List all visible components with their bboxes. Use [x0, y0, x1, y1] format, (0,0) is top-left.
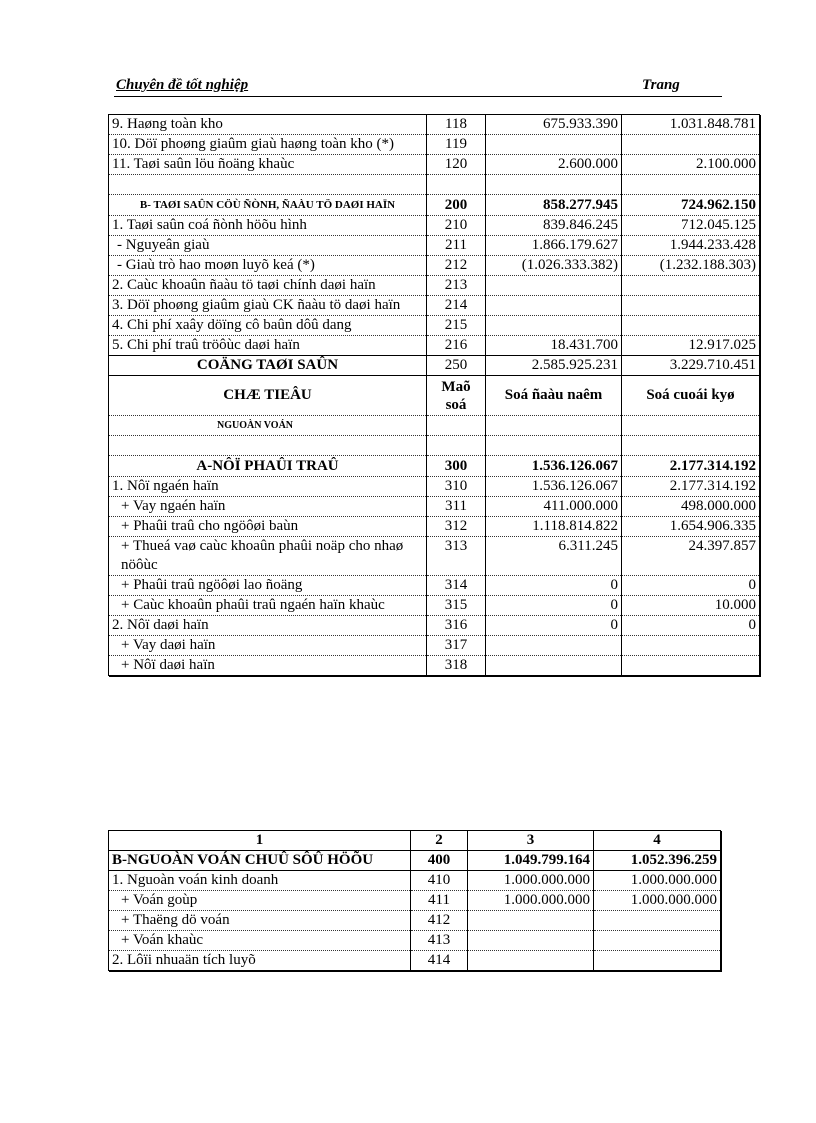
row-closing-value: 2.177.314.192	[622, 477, 760, 497]
row-code: 311	[427, 497, 486, 517]
row-opening-value: 1.118.814.822	[486, 517, 622, 537]
row-closing-value	[622, 636, 760, 656]
row-opening-value	[468, 931, 594, 951]
row-label: + Thaëng dö voán	[109, 911, 411, 931]
row-label: 4. Chi phí xaây döïng cô baûn dôû dang	[109, 316, 427, 336]
table-row-spacer	[109, 175, 760, 195]
row-closing-value	[594, 911, 721, 931]
table-row	[109, 537, 760, 576]
row-opening-value: 2.600.000	[486, 155, 622, 175]
row-closing-value	[594, 931, 721, 951]
row-closing-value: 24.397.857	[622, 537, 760, 576]
row-opening-value	[486, 296, 622, 316]
row-opening-value: 18.431.700	[486, 336, 622, 356]
row-opening-value: (1.026.333.382)	[486, 256, 622, 276]
row-code: 118	[427, 115, 486, 135]
row-label: + Phaûi traû ngöôøi lao ñoäng	[109, 576, 427, 596]
row-opening-value: 6.311.245	[486, 537, 622, 576]
row-closing-value: 2.100.000	[622, 155, 760, 175]
row-label: 2. Nôï daøi haïn	[109, 616, 427, 636]
row-code: 310	[427, 477, 486, 497]
row-opening-value: 1.049.799.164	[468, 851, 594, 871]
column-number-header-row	[109, 831, 721, 851]
row-code: 213	[427, 276, 486, 296]
table-row	[109, 236, 760, 256]
row-code: 210	[427, 216, 486, 236]
row-code: 120	[427, 155, 486, 175]
row-label: 1. Taøi saûn coá ñònh höõu hình	[109, 216, 427, 236]
table-row	[109, 216, 760, 236]
row-label: 2. Lôïi nhuaän tích luyõ	[109, 951, 411, 971]
row-label: + Voán goùp	[109, 891, 411, 911]
row-opening-value: 0	[486, 616, 622, 636]
row-label: NGUOÀN VOÁN	[109, 416, 427, 436]
row-opening-value	[486, 276, 622, 296]
table-row	[109, 596, 760, 616]
row-closing-value: 3.229.710.451	[622, 356, 760, 376]
row-code: 414	[411, 951, 468, 971]
row-closing-value	[622, 175, 760, 195]
row-closing-value: 10.000	[622, 596, 760, 616]
header-closing-balance: Soá cuoái kyø	[622, 376, 760, 416]
row-opening-value	[486, 436, 622, 456]
row-opening-value	[486, 135, 622, 155]
row-closing-value: 1.000.000.000	[594, 891, 721, 911]
row-opening-value	[468, 911, 594, 931]
row-label: COÄNG TAØI SAÛN	[109, 356, 427, 376]
row-code: 318	[427, 656, 486, 676]
header-col-3: 3	[468, 831, 594, 851]
row-code: 400	[411, 851, 468, 871]
row-code: 250	[427, 356, 486, 376]
table-row	[109, 636, 760, 656]
row-closing-value	[622, 436, 760, 456]
table-row	[109, 336, 760, 356]
table-row-section-heading	[109, 195, 760, 216]
table-row	[109, 135, 760, 155]
table-row	[109, 256, 760, 276]
row-closing-value	[622, 135, 760, 155]
row-closing-value	[622, 276, 760, 296]
row-code: 413	[411, 931, 468, 951]
row-opening-value: 0	[486, 596, 622, 616]
row-code: 212	[427, 256, 486, 276]
row-closing-value: 0	[622, 616, 760, 636]
header-col-1: 1	[109, 831, 411, 851]
table-row	[109, 616, 760, 636]
row-code	[427, 175, 486, 195]
table-row-spacer	[109, 436, 760, 456]
column-header-row	[109, 376, 760, 416]
header-indicator: CHÆ TIEÂU	[109, 376, 427, 416]
row-opening-value	[486, 175, 622, 195]
row-opening-value: 1.536.126.067	[486, 477, 622, 497]
row-code: 119	[427, 135, 486, 155]
row-closing-value	[622, 416, 760, 436]
row-label: + Vay daøi haïn	[109, 636, 427, 656]
row-opening-value: 411.000.000	[486, 497, 622, 517]
table-row	[109, 517, 760, 537]
row-code: 314	[427, 576, 486, 596]
row-label: A-NÔÏ PHAÛI TRAÛ	[109, 456, 427, 477]
row-label: + Voán khaùc	[109, 931, 411, 951]
row-opening-value: 1.536.126.067	[486, 456, 622, 477]
row-closing-value: 1.944.233.428	[622, 236, 760, 256]
row-code: 214	[427, 296, 486, 316]
header-col-4: 4	[594, 831, 721, 851]
row-opening-value: 675.933.390	[486, 115, 622, 135]
row-code: 411	[411, 891, 468, 911]
row-opening-value	[486, 656, 622, 676]
table-row	[109, 931, 721, 951]
row-code: 300	[427, 456, 486, 477]
row-label: 3. Döï phoøng giaûm giaù CK ñaàu tö daøi haïn	[109, 296, 427, 316]
row-code: 216	[427, 336, 486, 356]
table-row	[109, 115, 760, 135]
page-header	[114, 76, 722, 97]
row-label: + Phaûi traû cho ngöôøi baùn	[109, 517, 427, 537]
row-code: 410	[411, 871, 468, 891]
table-row-section-heading	[109, 456, 760, 477]
row-closing-value: 12.917.025	[622, 336, 760, 356]
row-closing-value: (1.232.188.303)	[622, 256, 760, 276]
row-opening-value: 858.277.945	[486, 195, 622, 216]
row-label: 2. Caùc khoaûn ñaàu tö taøi chính daøi haïn	[109, 276, 427, 296]
row-closing-value	[622, 316, 760, 336]
row-code: 315	[427, 596, 486, 616]
table-row	[109, 497, 760, 517]
row-closing-value: 1.031.848.781	[622, 115, 760, 135]
table-row	[109, 891, 721, 911]
row-label: 1. Nôï ngaén haïn	[109, 477, 427, 497]
table-row	[109, 871, 721, 891]
row-opening-value: 0	[486, 576, 622, 596]
row-closing-value: 498.000.000	[622, 497, 760, 517]
table-row	[109, 316, 760, 336]
row-label: + Thueá vaø caùc khoaûn phaûi noäp cho nhaø nöôùc	[109, 537, 427, 576]
row-closing-value: 0	[622, 576, 760, 596]
table-row	[109, 296, 760, 316]
row-opening-value	[486, 316, 622, 336]
row-label: B-NGUOÀN VOÁN CHUÛ SÔÛ HÖÕU	[109, 851, 411, 871]
row-closing-value: 1.000.000.000	[594, 871, 721, 891]
table-row-section-heading	[109, 851, 721, 871]
row-code: 215	[427, 316, 486, 336]
row-label: B- TAØI SAÛN CÖÙ ÑÒNH, ÑAÀU TÖ DAØI HAÏN	[109, 195, 427, 216]
row-code	[427, 436, 486, 456]
row-label: + Nôï daøi haïn	[109, 656, 427, 676]
row-closing-value: 1.052.396.259	[594, 851, 721, 871]
row-opening-value: 839.846.245	[486, 216, 622, 236]
table-row	[109, 576, 760, 596]
row-label: + Vay ngaén haïn	[109, 497, 427, 517]
row-opening-value	[486, 636, 622, 656]
row-opening-value	[486, 416, 622, 436]
row-code: 313	[427, 537, 486, 576]
row-label: - Nguyeân giaù	[109, 236, 427, 256]
row-closing-value: 1.654.906.335	[622, 517, 760, 537]
table-row	[109, 155, 760, 175]
row-code: 317	[427, 636, 486, 656]
table-row	[109, 911, 721, 931]
row-label: 9. Haøng toàn kho	[109, 115, 427, 135]
row-code: 412	[411, 911, 468, 931]
table-row	[109, 656, 760, 676]
row-label	[109, 175, 427, 195]
row-closing-value	[622, 296, 760, 316]
row-closing-value	[594, 951, 721, 971]
header-opening-balance: Soá ñaàu naêm	[486, 376, 622, 416]
row-label: 5. Chi phí traû tröôùc daøi haïn	[109, 336, 427, 356]
header-col-2: 2	[411, 831, 468, 851]
header-title: Chuyên đề tốt nghiệp	[116, 77, 249, 93]
row-label: 11. Taøi saûn löu ñoäng khaùc	[109, 155, 427, 175]
table-row-total-assets	[109, 356, 760, 376]
row-label	[109, 436, 427, 456]
row-closing-value	[622, 656, 760, 676]
row-label: - Giaù trò hao moøn luyõ keá (*)	[109, 256, 427, 276]
table-row	[109, 477, 760, 497]
header-page-label: Trang	[642, 77, 680, 93]
row-opening-value	[468, 951, 594, 971]
table-row-subheading	[109, 416, 760, 436]
row-closing-value: 2.177.314.192	[622, 456, 760, 477]
balance-sheet-table-assets-liabilities	[108, 114, 760, 676]
row-opening-value: 1.000.000.000	[468, 891, 594, 911]
row-opening-value: 1.866.179.627	[486, 236, 622, 256]
row-opening-value: 2.585.925.231	[486, 356, 622, 376]
row-code: 200	[427, 195, 486, 216]
row-closing-value: 712.045.125	[622, 216, 760, 236]
table-row	[109, 951, 721, 971]
table-row	[109, 276, 760, 296]
row-opening-value: 1.000.000.000	[468, 871, 594, 891]
row-closing-value: 724.962.150	[622, 195, 760, 216]
row-label: 10. Döï phoøng giaûm giaù haøng toàn kho (*)	[109, 135, 427, 155]
row-label: 1. Nguoàn voán kinh doanh	[109, 871, 411, 891]
row-code: 211	[427, 236, 486, 256]
balance-sheet-table-equity	[108, 830, 721, 971]
header-code: Maõ soá	[427, 376, 486, 416]
row-code	[427, 416, 486, 436]
row-code: 312	[427, 517, 486, 537]
row-code: 316	[427, 616, 486, 636]
row-label: + Caùc khoaûn phaûi traû ngaén haïn khaùc	[109, 596, 427, 616]
